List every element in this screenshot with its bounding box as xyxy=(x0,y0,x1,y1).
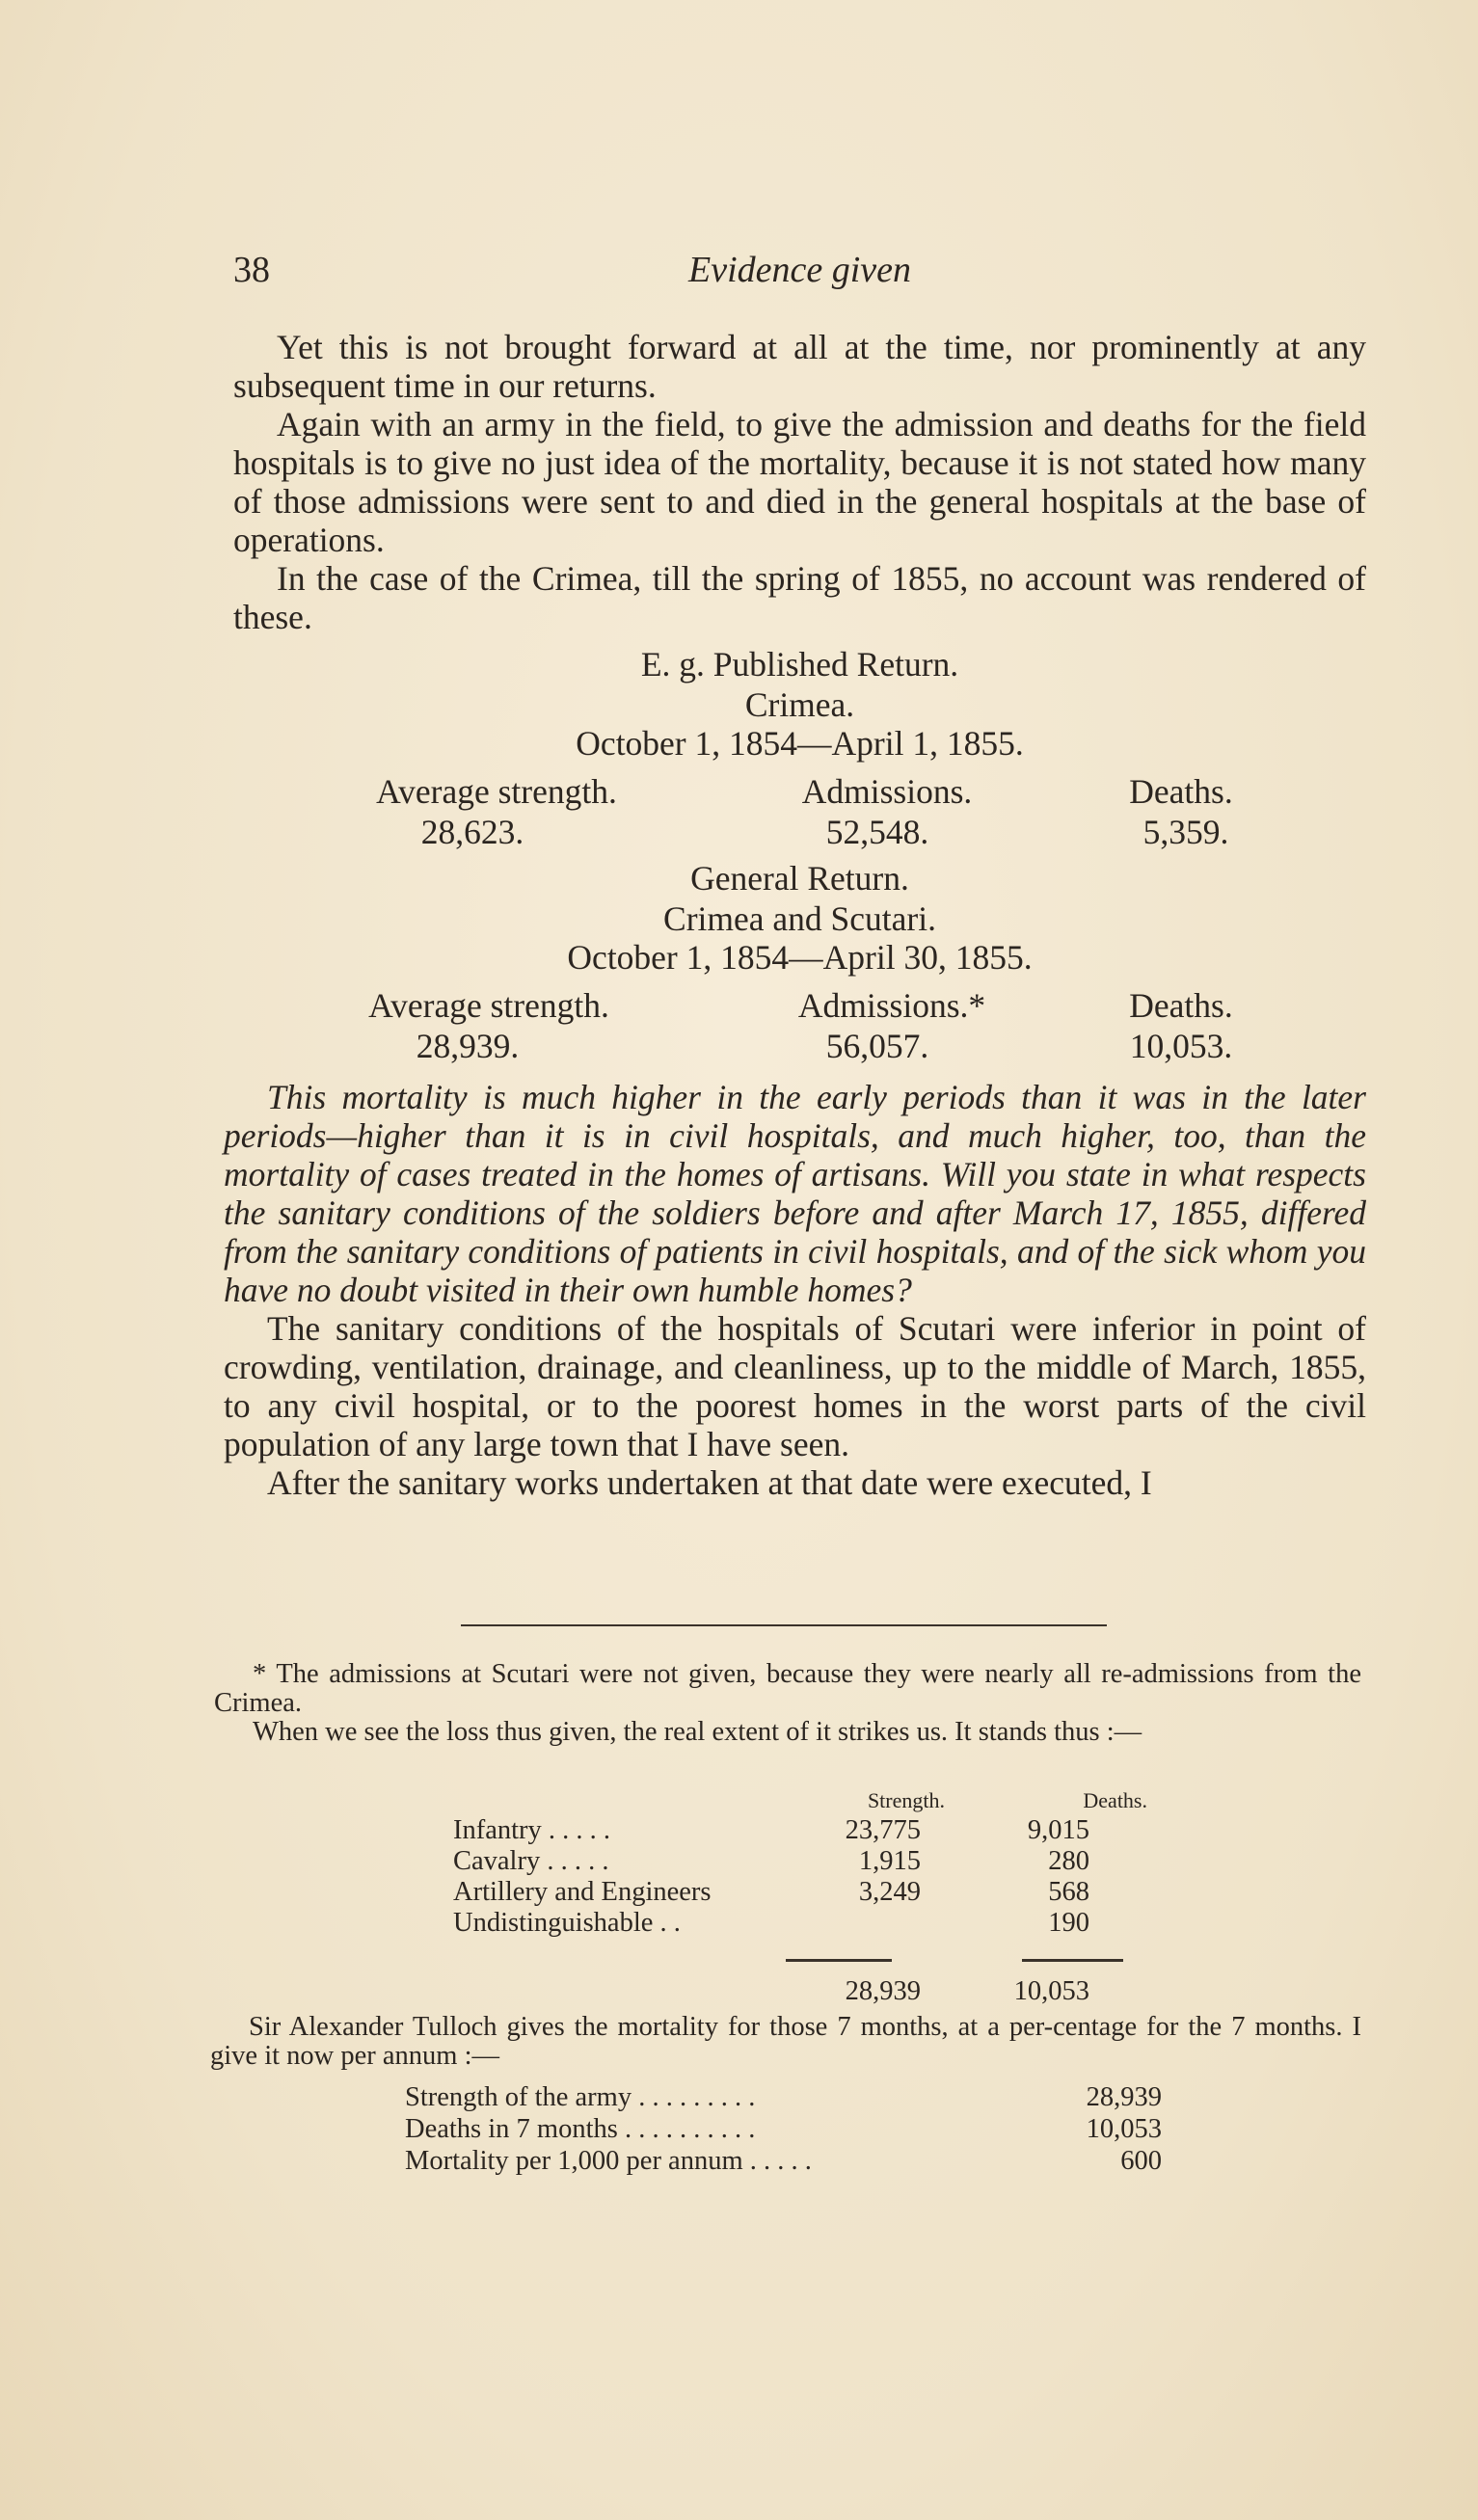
question-answer xyxy=(224,1078,1366,1502)
table-value: 10,053. xyxy=(1129,1027,1233,1065)
intro-text xyxy=(233,328,1366,636)
paragraph: Again with an army in the field, to give the admission and deaths for the field hospitals is to give no just idea of the mortality, because it is not stated how many of those admissions were sent to and died in the general hospitals at the base of operations. xyxy=(233,405,1366,559)
row-deaths: 190 xyxy=(1048,1908,1089,1938)
per-annum-value: 28,939 xyxy=(1086,2082,1162,2112)
column-header: Admissions.* xyxy=(797,986,986,1025)
running-title: Evidence given xyxy=(687,250,912,290)
answer-paragraph: The sanitary conditions of the hospitals of Scutari were inferior in point of crowding, ventilation, drainage, and cleanliness, up to the middle of March, 1855, to any civil hospital, or to the poorest homes in the worst parts of the civil population of any large town that I have seen. xyxy=(224,1309,1366,1463)
row-strength: 1,915 xyxy=(858,1846,921,1876)
footnote xyxy=(214,1660,1361,1747)
table-value: 28,939. xyxy=(416,1027,520,1065)
published-return-place: Crimea. xyxy=(744,685,855,724)
row-label: Undistinguishable . . xyxy=(453,1908,681,1938)
column-header: Deaths. xyxy=(1129,772,1233,811)
per-annum-value: 10,053 xyxy=(1086,2114,1162,2144)
table-row xyxy=(453,1815,1147,1846)
per-annum-row xyxy=(405,2114,755,2145)
table-value: 5,359. xyxy=(1142,813,1229,851)
per-annum-label: Strength of the army . . . . . . . . . xyxy=(405,2082,756,2112)
per-annum-value: 600 xyxy=(1120,2146,1162,2176)
general-return-title: General Return. xyxy=(690,859,909,898)
row-label: Infantry . . . . . xyxy=(453,1815,611,1845)
question-text: This mortality is much higher in the early periods than it was in the later periods—higher than it is in civil hospitals, and much higher, too, than the mortality of cases treated in the homes of artisans. Will you state in what respects the sanitary conditions of the soldiers before and after March 17, 1855, differed from the sanitary conditions of patients in civil hospitals, and of the sick whom you have no doubt visited in their own humble homes? xyxy=(224,1078,1366,1309)
row-strength: 3,249 xyxy=(858,1877,921,1907)
row-label: Artillery and Engineers xyxy=(453,1877,712,1907)
paragraph: In the case of the Crimea, till the spring of 1855, no account was rendered of these. xyxy=(233,559,1366,636)
column-header: Average strength. xyxy=(376,772,617,811)
per-annum-row xyxy=(405,2146,812,2177)
page-number: 38 xyxy=(233,250,270,290)
loss-table xyxy=(453,1788,1147,2020)
per-annum-label: Mortality per 1,000 per annum . . . . . xyxy=(405,2146,812,2176)
table-value: 28,623. xyxy=(420,813,524,851)
footnote-note: * The admissions at Scutari were not given, because they were nearly all re-admissions from the Crimea. xyxy=(214,1659,1361,1718)
table-row xyxy=(453,1877,1147,1908)
strength-header: Strength. xyxy=(867,1788,945,1812)
paragraph: Yet this is not brought forward at all at the time, nor prominently at any subsequent time in our returns. xyxy=(233,328,1366,405)
per-annum-label: Deaths in 7 months . . . . . . . . . . xyxy=(405,2114,756,2144)
table-value: 52,548. xyxy=(825,813,929,851)
row-deaths: 568 xyxy=(1048,1877,1089,1907)
row-strength: 23,775 xyxy=(845,1815,921,1845)
column-header: Deaths. xyxy=(1129,986,1233,1025)
tulloch-note xyxy=(210,2013,1361,2071)
page-header xyxy=(233,249,1366,307)
strength-total-rule xyxy=(786,1959,892,1962)
total-strength: 28,939 xyxy=(845,1976,921,2006)
row-deaths: 9,015 xyxy=(1027,1815,1089,1845)
tulloch-text: Sir Alexander Tulloch gives the mortality for those 7 months, at a per-centage for the 7 months. I give it now per annum :— xyxy=(210,2012,1361,2071)
table-row xyxy=(453,1846,1147,1877)
total-deaths: 10,053 xyxy=(1013,1976,1089,2006)
column-header: Average strength. xyxy=(368,986,609,1025)
table-value: 56,057. xyxy=(825,1027,929,1065)
general-return-dates: October 1, 1854—April 30, 1855. xyxy=(567,938,1033,977)
footnote-intro: When we see the loss thus given, the real extent of it strikes us. It stands thus :— xyxy=(253,1717,1142,1747)
published-return-title: E. g. Published Return. xyxy=(640,645,959,684)
published-return-dates: October 1, 1854—April 1, 1855. xyxy=(576,724,1024,763)
row-deaths: 280 xyxy=(1048,1846,1089,1876)
table-row xyxy=(453,1908,1147,1939)
general-return-place: Crimea and Scutari. xyxy=(663,899,936,938)
answer-paragraph: After the sanitary works undertaken at that date were executed, I xyxy=(267,1463,1152,1502)
deaths-total-rule xyxy=(1022,1959,1123,1962)
deaths-header: Deaths. xyxy=(1083,1788,1147,1812)
row-label: Cavalry . . . . . xyxy=(453,1846,609,1876)
footnote-divider xyxy=(461,1624,1107,1626)
per-annum-row xyxy=(405,2082,755,2113)
column-header: Admissions. xyxy=(801,772,973,811)
